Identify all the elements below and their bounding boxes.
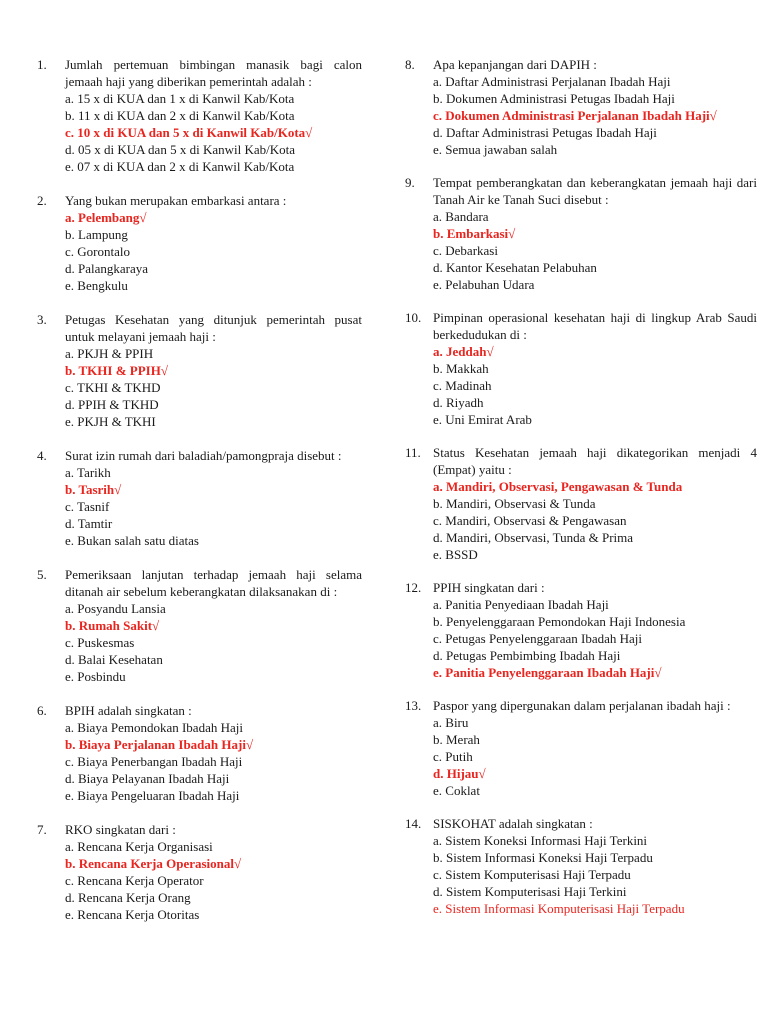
option-d: d. Kantor Kesehatan Pelabuhan [433, 260, 597, 275]
option-d: d. Tamtir [65, 516, 113, 531]
option-c: c. Petugas Penyelenggaraan Ibadah Haji [433, 631, 643, 646]
option-e: e. 07 x di KUA dan 2 x di Kanwil Kab/Kota [65, 159, 295, 174]
option-b: b. Lampung [65, 227, 128, 242]
option-d: d. PPIH & TKHD [65, 397, 159, 412]
question-text: Paspor yang dipergunakan dalam perjalanan ibadah haji : [433, 698, 731, 713]
option-a: a. Biaya Pemondokan Ibadah Haji [65, 720, 243, 735]
option-b-correct: b. Biaya Perjalanan Ibadah Haji√ [65, 737, 254, 752]
option-a: a. Posyandu Lansia [65, 601, 166, 616]
question-number: 3. [37, 312, 47, 327]
question-11 [405, 444, 757, 563]
question-text: Pemeriksaan lanjutan terhadap jemaah haji selama ditanah air sebelum keberangkatan dilaksanakan di : [65, 567, 362, 599]
option-b-correct: b. Rencana Kerja Operasional√ [65, 856, 242, 871]
question-number: 5. [37, 567, 47, 582]
option-b: b. Merah [433, 732, 480, 747]
option-e: e. Bengkulu [65, 278, 128, 293]
option-d: d. Balai Kesehatan [65, 652, 163, 667]
option-c: c. Mandiri, Observasi & Pengawasan [433, 513, 627, 528]
question-text: Yang bukan merupakan embarkasi antara : [65, 193, 287, 208]
option-d: d. Riyadh [433, 395, 484, 410]
option-e: e. Biaya Pengeluaran Ibadah Haji [65, 788, 240, 803]
option-c-correct: c. Dokumen Administrasi Perjalanan Ibadah Haji√ [433, 108, 717, 123]
question-number: 1. [37, 57, 47, 72]
option-c: c. Puskesmas [65, 635, 135, 650]
option-c: c. Rencana Kerja Operator [65, 873, 204, 888]
option-d: d. Sistem Komputerisasi Haji Terkini [433, 884, 627, 899]
question-text: BPIH adalah singkatan : [65, 703, 192, 718]
question-number: 13. [405, 698, 422, 713]
option-c: c. Sistem Komputerisasi Haji Terpadu [433, 867, 631, 882]
option-d: d. Rencana Kerja Orang [65, 890, 191, 905]
question-number: 11. [405, 445, 421, 460]
option-c: c. Tasnif [65, 499, 110, 514]
option-b-correct: b. TKHI & PPIH√ [65, 363, 168, 378]
option-a-correct: a. Mandiri, Observasi, Pengawasan & Tunda [433, 479, 683, 494]
question-number: 8. [405, 57, 415, 72]
option-b: b. Mandiri, Observasi & Tunda [433, 496, 596, 511]
option-e: e. Semua jawaban salah [433, 142, 558, 157]
option-a: a. Daftar Administrasi Perjalanan Ibadah Haji [433, 74, 671, 89]
option-d: d. Palangkaraya [65, 261, 149, 276]
option-c: c. TKHI & TKHD [65, 380, 161, 395]
option-c: c. Debarkasi [433, 243, 498, 258]
question-text: Petugas Kesehatan yang ditunjuk pemerintah pusat untuk melayani jemaah haji : [65, 312, 362, 344]
question-8 [405, 56, 757, 158]
option-d: d. Mandiri, Observasi, Tunda & Prima [433, 530, 634, 545]
option-b: b. 11 x di KUA dan 2 x di Kanwil Kab/Kota [65, 108, 295, 123]
question-2 [37, 192, 362, 294]
question-text: Tempat pemberangkatan dan keberangkatan jemaah haji dari Tanah Air ke Tanah Suci disebut : [433, 175, 757, 207]
question-number: 10. [405, 310, 422, 325]
option-c: c. Biaya Penerbangan Ibadah Haji [65, 754, 243, 769]
option-e-correct: e. Sistem Informasi Komputerisasi Haji Terpadu [433, 901, 685, 916]
question-6 [37, 702, 362, 804]
question-3 [37, 311, 362, 430]
question-1 [37, 56, 362, 175]
option-b-correct: b. Rumah Sakit√ [65, 618, 160, 633]
option-d-correct: d. Hijau√ [433, 766, 486, 781]
option-c: c. Madinah [433, 378, 492, 393]
question-text: Status Kesehatan jemaah haji dikategorikan menjadi 4 (Empat) yaitu : [433, 445, 757, 477]
question-number: 4. [37, 448, 47, 463]
option-e: e. Bukan salah satu diatas [65, 533, 199, 548]
option-e: e. Pelabuhan Udara [433, 277, 535, 292]
option-b: b. Makkah [433, 361, 489, 376]
option-e: e. BSSD [433, 547, 478, 562]
option-b-correct: b. Tasrih√ [65, 482, 122, 497]
question-number: 12. [405, 580, 422, 595]
question-14 [405, 815, 757, 917]
option-a-correct: a. Jeddah√ [433, 344, 494, 359]
option-a: a. Sistem Koneksi Informasi Haji Terkini [433, 833, 648, 848]
option-e: e. Posbindu [65, 669, 126, 684]
option-c: c. Putih [433, 749, 473, 764]
question-13 [405, 697, 757, 799]
question-number: 2. [37, 193, 47, 208]
option-d: d. Biaya Pelayanan Ibadah Haji [65, 771, 230, 786]
question-10 [405, 309, 757, 428]
question-4 [37, 447, 362, 549]
question-number: 7. [37, 822, 47, 837]
option-a: a. Rencana Kerja Organisasi [65, 839, 213, 854]
question-text: Surat izin rumah dari baladiah/pamongpraja disebut : [65, 448, 342, 463]
option-d: d. Petugas Pembimbing Ibadah Haji [433, 648, 621, 663]
question-9 [405, 174, 757, 293]
option-a-correct: a. Pelembang√ [65, 210, 147, 225]
option-a: a. PKJH & PPIH [65, 346, 154, 361]
left-column [37, 56, 362, 923]
option-e: e. Rencana Kerja Otoritas [65, 907, 200, 922]
question-12 [405, 579, 757, 681]
option-d: d. Daftar Administrasi Petugas Ibadah Haji [433, 125, 657, 140]
question-text: SISKOHAT adalah singkatan : [433, 816, 593, 831]
question-text: Apa kepanjangan dari DAPIH : [433, 57, 597, 72]
option-e: e. Uni Emirat Arab [433, 412, 532, 427]
question-text: PPIH singkatan dari : [433, 580, 545, 595]
question-text: Pimpinan operasional kesehatan haji di lingkup Arab Saudi berkedudukan di : [433, 310, 757, 342]
option-e: e. Coklat [433, 783, 480, 798]
option-b-correct: b. Embarkasi√ [433, 226, 516, 241]
question-text: Jumlah pertemuan bimbingan manasik bagi calon jemaah haji yang diberikan pemerintah adalah : [65, 57, 362, 89]
question-7 [37, 821, 362, 923]
option-a: a. 15 x di KUA dan 1 x di Kanwil Kab/Kota [65, 91, 295, 106]
option-a: a. Tarikh [65, 465, 111, 480]
question-text: RKO singkatan dari : [65, 822, 176, 837]
option-c: c. Gorontalo [65, 244, 130, 259]
option-d: d. 05 x di KUA dan 5 x di Kanwil Kab/Kota [65, 142, 296, 157]
option-a: a. Bandara [433, 209, 489, 224]
question-number: 6. [37, 703, 47, 718]
option-e: e. PKJH & TKHI [65, 414, 156, 429]
right-column [405, 56, 757, 917]
question-5 [37, 566, 362, 685]
option-b: b. Dokumen Administrasi Petugas Ibadah Haji [433, 91, 675, 106]
question-number: 14. [405, 816, 422, 831]
option-e-correct: e. Panitia Penyelenggaraan Ibadah Haji√ [433, 665, 662, 680]
option-a: a. Panitia Penyediaan Ibadah Haji [433, 597, 609, 612]
option-b: b. Sistem Informasi Koneksi Haji Terpadu [433, 850, 653, 865]
question-number: 9. [405, 175, 415, 190]
option-a: a. Biru [433, 715, 469, 730]
option-b: b. Penyelenggaraan Pemondokan Haji Indonesia [433, 614, 686, 629]
option-c-correct: c. 10 x di KUA dan 5 x di Kanwil Kab/Kota√ [65, 125, 313, 140]
